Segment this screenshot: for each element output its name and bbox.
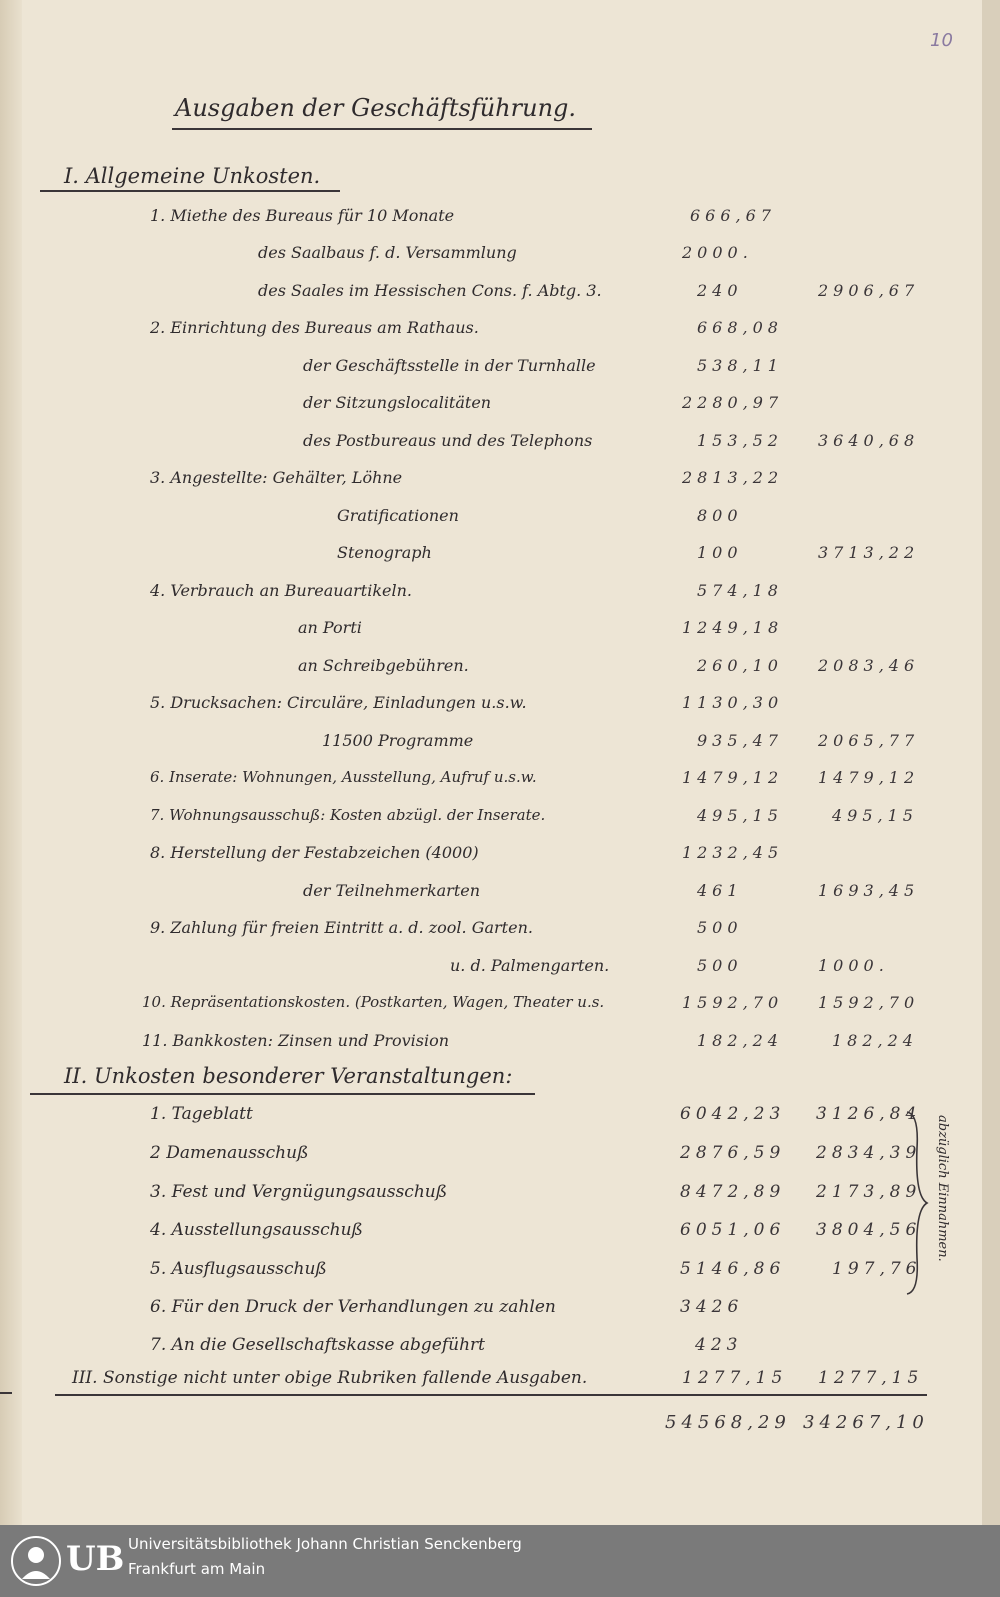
line-item-total: 1479,12 bbox=[818, 768, 920, 787]
line-item-amount: 935,47 bbox=[697, 731, 783, 750]
page-number: 10 bbox=[930, 30, 953, 51]
line-item-amount: 240 bbox=[697, 281, 743, 300]
line-item-total: 2173,89 bbox=[816, 1182, 922, 1202]
line-item-label: 10. Repräsentationskosten. (Postkarten, Wagen, Theater u.s. bbox=[142, 993, 605, 1011]
line-item-label: 3. Fest und Vergnügungsausschuß bbox=[150, 1182, 448, 1202]
section-heading-2: II. Unkosten besonderer Veranstaltungen: bbox=[64, 1064, 513, 1088]
line-item-amount: 666,67 bbox=[690, 206, 776, 225]
line-item-amount: 260,10 bbox=[697, 656, 783, 675]
line-item-amount: 1479,12 bbox=[682, 768, 784, 787]
line-item-label: 11500 Programme bbox=[322, 731, 474, 750]
line-item-label: 5. Ausflugsausschuß bbox=[150, 1259, 327, 1279]
line-item-amount: 2876,59 bbox=[680, 1143, 786, 1163]
page-binding-edge bbox=[0, 0, 22, 1525]
line-item-total: 2083,46 bbox=[818, 656, 920, 675]
line-item-label: 9. Zahlung für freien Eintritt a. d. zool. Garten. bbox=[150, 918, 533, 937]
line-item-total: 182,24 bbox=[832, 1031, 918, 1050]
line-item-label: des Saales im Hessischen Cons. f. Abtg. 3. bbox=[258, 281, 602, 300]
line-item-label: 1. Miethe des Bureaus für 10 Monate bbox=[150, 206, 455, 225]
line-item-label: 4. Verbrauch an Bureauartikeln. bbox=[150, 581, 412, 600]
line-item-amount: 668,08 bbox=[697, 318, 783, 337]
line-item-total: 1277,15 bbox=[818, 1368, 924, 1388]
line-item-label: 2. Einrichtung des Bureaus am Rathaus. bbox=[150, 318, 479, 337]
library-logo bbox=[10, 1533, 125, 1589]
line-item-amount: 153,52 bbox=[697, 431, 783, 450]
line-item-label: 7. An die Gesellschaftskasse abgeführt bbox=[150, 1335, 485, 1355]
line-item-label: 11. Bankkosten: Zinsen und Provision bbox=[142, 1031, 450, 1050]
line-item-label: an Porti bbox=[298, 618, 362, 637]
section-2-underline bbox=[30, 1093, 535, 1095]
grand-total-sum: 34267,10 bbox=[803, 1412, 929, 1433]
line-item-amount: 538,11 bbox=[697, 356, 783, 375]
line-item-amount: 423 bbox=[695, 1335, 743, 1355]
line-item-amount: 2000. bbox=[682, 243, 753, 262]
line-item-total: 495,15 bbox=[832, 806, 918, 825]
line-item-label: 1. Tageblatt bbox=[150, 1104, 253, 1124]
line-item-total: 1000. bbox=[818, 956, 889, 975]
line-item-amount: 2280,97 bbox=[682, 393, 784, 412]
line-item-label: 6. Inserate: Wohnungen, Ausstellung, Aufruf u.s.w. bbox=[150, 768, 537, 786]
sum-rule bbox=[55, 1394, 927, 1396]
line-item-amount: 8472,89 bbox=[680, 1182, 786, 1202]
portrait-seal-icon bbox=[10, 1533, 62, 1589]
side-note: abzüglich Einnahmen. bbox=[935, 1115, 950, 1262]
line-item-total: 3126,84 bbox=[816, 1104, 922, 1124]
line-item-label: u. d. Palmengarten. bbox=[450, 956, 610, 975]
line-item-total: 3804,56 bbox=[816, 1220, 922, 1240]
page-right-margin bbox=[982, 0, 1000, 1525]
line-item-amount: 182,24 bbox=[697, 1031, 783, 1050]
library-city: Frankfurt am Main bbox=[128, 1560, 266, 1578]
document-title: Ausgaben der Geschäftsführung. bbox=[175, 94, 577, 122]
line-item-label: Stenograph bbox=[337, 543, 432, 562]
line-item-amount: 1592,70 bbox=[682, 993, 784, 1012]
logo-text: UB bbox=[66, 1539, 125, 1579]
line-item-amount: 2813,22 bbox=[682, 468, 784, 487]
line-item-amount: 1249,18 bbox=[682, 618, 784, 637]
line-item-amount: 800 bbox=[697, 506, 743, 525]
line-item-amount: 1232,45 bbox=[682, 843, 784, 862]
line-item-amount: 1130,30 bbox=[682, 693, 784, 712]
title-underline bbox=[172, 128, 592, 130]
line-item-label: der Teilnehmerkarten bbox=[303, 881, 481, 900]
library-footer bbox=[0, 1525, 1000, 1597]
line-item-total: 3640,68 bbox=[818, 431, 920, 450]
line-item-label: des Postbureaus und des Telephons bbox=[303, 431, 593, 450]
line-item-total: 2065,77 bbox=[818, 731, 920, 750]
library-name: Universitätsbibliothek Johann Christian Senckenberg bbox=[128, 1535, 522, 1553]
curly-brace-icon bbox=[903, 1108, 933, 1298]
line-item-label: 3. Angestellte: Gehälter, Löhne bbox=[150, 468, 403, 487]
line-item-amount: 461 bbox=[697, 881, 743, 900]
grand-total-amount: 54568,29 bbox=[665, 1412, 791, 1433]
margin-tick bbox=[0, 1392, 12, 1394]
line-item-amount: 5146,86 bbox=[680, 1259, 786, 1279]
section-1-underline bbox=[40, 190, 340, 192]
line-item-label: des Saalbaus f. d. Versammlung bbox=[258, 243, 517, 262]
line-item-amount: 500 bbox=[697, 956, 743, 975]
section-heading-3: III. Sonstige nicht unter obige Rubriken fallende Ausgaben. bbox=[72, 1368, 588, 1388]
line-item-amount: 495,15 bbox=[697, 806, 783, 825]
line-item-amount: 6051,06 bbox=[680, 1220, 786, 1240]
line-item-label: 7. Wohnungsausschuß: Kosten abzügl. der Inserate. bbox=[150, 806, 546, 824]
line-item-label: 8. Herstellung der Festabzeichen (4000) bbox=[150, 843, 479, 862]
line-item-label: 4. Ausstellungsausschuß bbox=[150, 1220, 363, 1240]
line-item-total: 2906,67 bbox=[818, 281, 920, 300]
line-item-amount: 100 bbox=[697, 543, 743, 562]
line-item-amount: 574,18 bbox=[697, 581, 783, 600]
line-item-total: 1693,45 bbox=[818, 881, 920, 900]
line-item-amount: 3426 bbox=[680, 1297, 744, 1317]
line-item-total: 3713,22 bbox=[818, 543, 920, 562]
line-item-label: an Schreibgebühren. bbox=[298, 656, 469, 675]
line-item-amount: 500 bbox=[697, 918, 743, 937]
line-item-label: der Sitzungslocalitäten bbox=[303, 393, 492, 412]
line-item-total: 197,76 bbox=[832, 1259, 922, 1279]
line-item-total: 2834,39 bbox=[816, 1143, 922, 1163]
line-item-total: 1592,70 bbox=[818, 993, 920, 1012]
line-item-label: 2 Damenausschuß bbox=[150, 1143, 309, 1163]
section-heading-1: I. Allgemeine Unkosten. bbox=[64, 164, 321, 188]
line-item-label: Gratificationen bbox=[337, 506, 459, 525]
line-item-amount: 6042,23 bbox=[680, 1104, 786, 1124]
line-item-label: 5. Drucksachen: Circuläre, Einladungen u.s.w. bbox=[150, 693, 527, 712]
line-item-label: 6. Für den Druck der Verhandlungen zu zahlen bbox=[150, 1297, 556, 1317]
line-item-label: der Geschäftsstelle in der Turnhalle bbox=[303, 356, 596, 375]
line-item-amount: 1277,15 bbox=[682, 1368, 788, 1388]
